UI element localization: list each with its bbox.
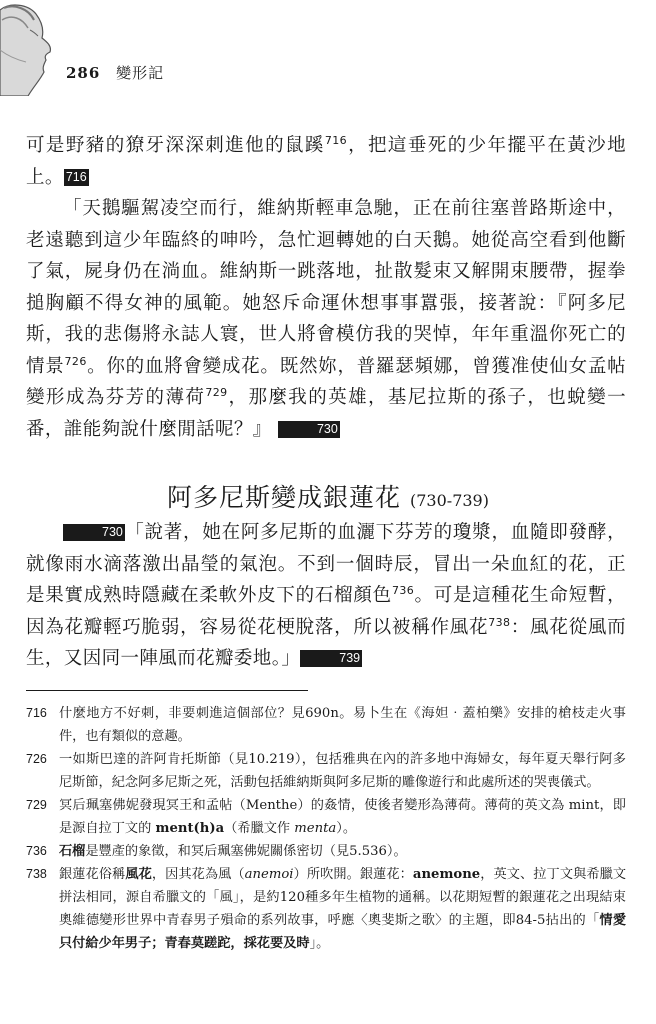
- paragraph-text: 。你的血將會變成花。既然妳，普羅瑟頻娜，曾獲准使仙女孟帖變形成為芬芳的薄荷: [26, 355, 626, 408]
- note-text: 冥后珮塞佛妮發現冥王和孟帖（Menthe）的姦情，使後者變形為薄荷。薄荷的英文為 mint，即是源自拉丁文的: [59, 798, 626, 836]
- footnote-text: [59, 840, 626, 863]
- paragraph-3: [26, 517, 626, 675]
- footnotes: [26, 702, 626, 955]
- footnote: [26, 863, 626, 955]
- footnote-ref[interactable]: 738: [488, 615, 511, 629]
- footnote: [26, 702, 626, 748]
- line-marker: 739: [300, 650, 362, 667]
- footnote: [26, 840, 626, 863]
- footnote-text: [59, 863, 626, 955]
- footnote-ref[interactable]: 716: [324, 134, 348, 147]
- note-italic: anemoi: [244, 867, 294, 882]
- ovid-portrait-logo: [0, 0, 62, 96]
- footnote-ref[interactable]: 736: [391, 584, 415, 597]
- paragraph-text: ，把這垂死的少年擺平在黃沙地上。: [26, 135, 626, 188]
- section-title: [0, 478, 656, 514]
- note-bold: 石榴: [59, 844, 86, 859]
- footnote-number: 738: [26, 867, 47, 881]
- line-marker: 716: [65, 169, 87, 184]
- section-title-text: 阿多尼斯變成銀蓮花: [167, 483, 402, 512]
- note-text: 」。: [309, 936, 330, 951]
- paragraph-text: 。可是這種花生命短暫，因為花瓣輕巧脆弱，容易從花梗脫落，所以被稱作風花: [26, 585, 626, 638]
- note-text: ）。: [336, 821, 357, 836]
- note-text: 是豐產的象徵，和冥后珮塞佛妮關係密切（見5.536）。: [85, 844, 407, 859]
- book-title: 變形記: [116, 64, 165, 82]
- footnote-number: 736: [26, 844, 47, 858]
- note-text: ，英文、拉丁文與希臘文拼法相同，源自希臘文的「風」，是約120種多年生植物的通稱。以花期短暫的銀蓮花之出現結束奧維德變形世界中青春男子殞命的系列故事，呼應〈奧斐斯之歌〉的主題，即84-5拈出的「: [59, 867, 627, 928]
- footnote-number: 716: [26, 706, 47, 720]
- running-header: [66, 62, 164, 83]
- paragraph-text: 「說著，她在阿多尼斯的血灑下芬芳的瓊漿，血隨即發酵，就像雨水滴落激出晶瑩的氣泡。不到一個時辰，冒出一朵血紅的花，正是果實成熟時隱藏在柔軟外皮下的石榴顏色: [26, 522, 626, 606]
- section-line-range: (730-739): [410, 491, 489, 510]
- note-bold: 情愛只付給少年男子；青春莫蹉跎，採花要及時: [59, 913, 627, 951]
- note-bold: 風花: [125, 867, 152, 882]
- footnote-divider: [26, 690, 308, 691]
- paragraph-text: ：風花從風而生，又因同一陣風而花瓣委地。」: [26, 616, 626, 669]
- paragraph-text: 可是野豬的獠牙深深刺進他的鼠蹊: [26, 135, 325, 156]
- note-bold: anemone: [412, 867, 481, 882]
- paragraph-text: ，那麼我的英雄，基尼拉斯的孫子，也蛻變一番，誰能夠說什麼閒話呢？』: [26, 387, 626, 440]
- paragraph-1: [26, 130, 626, 193]
- footnote-number: 729: [26, 798, 47, 812]
- footnote-ref[interactable]: 729: [205, 386, 228, 399]
- paragraph-text: 「天鵝驅駕凌空而行，維納斯輕車急馳，正在前往塞普路斯途中，老遠聽到這少年臨終的呻吟，急忙迴轉她的白天鵝。她從高空看到他斷了氣，屍身仍在淌血。維納斯一跳落地，扯散髮束又解開束腰帶，握拳搥胸顧不得女神的風範。她怒斥命運休想事事囂張，接著說：『阿多尼斯，我的悲傷將永誌人寰，世人將會模仿我的哭悼，年年重溫你死亡的情景: [26, 198, 626, 377]
- footnote: [26, 794, 626, 840]
- page-number: 286: [66, 64, 101, 82]
- line-marker: 730: [63, 524, 125, 541]
- footnote: [26, 748, 626, 794]
- footnote-text: 一如斯巴達的許阿肯托斯節（見10.219），包括雅典在內的許多地中海婦女，每年夏天舉行阿多尼斯節，紀念阿多尼斯之死，活動包括維納斯與阿多尼斯的雕像遊行和此處所述的哭喪儀式。: [59, 752, 626, 790]
- footnote-number: 726: [26, 752, 47, 766]
- line-marker: 730: [278, 421, 340, 438]
- footnote-text: [59, 794, 626, 840]
- footnote-ref[interactable]: 726: [64, 354, 87, 368]
- note-text: ，因其花為風（: [151, 867, 245, 882]
- note-bold: ment(h)a: [155, 821, 225, 836]
- footnote-text: 什麼地方不好刺，非要刺進這個部位？見690n。易卜生在《海妲‧蓋柏樂》安排的槍枝走火事件，也有類似的意趣。: [59, 706, 626, 744]
- note-text: ）所吹開。銀蓮花：: [293, 867, 413, 882]
- note-text: （希臘文作: [224, 821, 295, 836]
- note-text: 銀蓮花俗稱: [59, 867, 126, 882]
- paragraph-2: [26, 193, 626, 445]
- note-italic: menta: [294, 821, 337, 836]
